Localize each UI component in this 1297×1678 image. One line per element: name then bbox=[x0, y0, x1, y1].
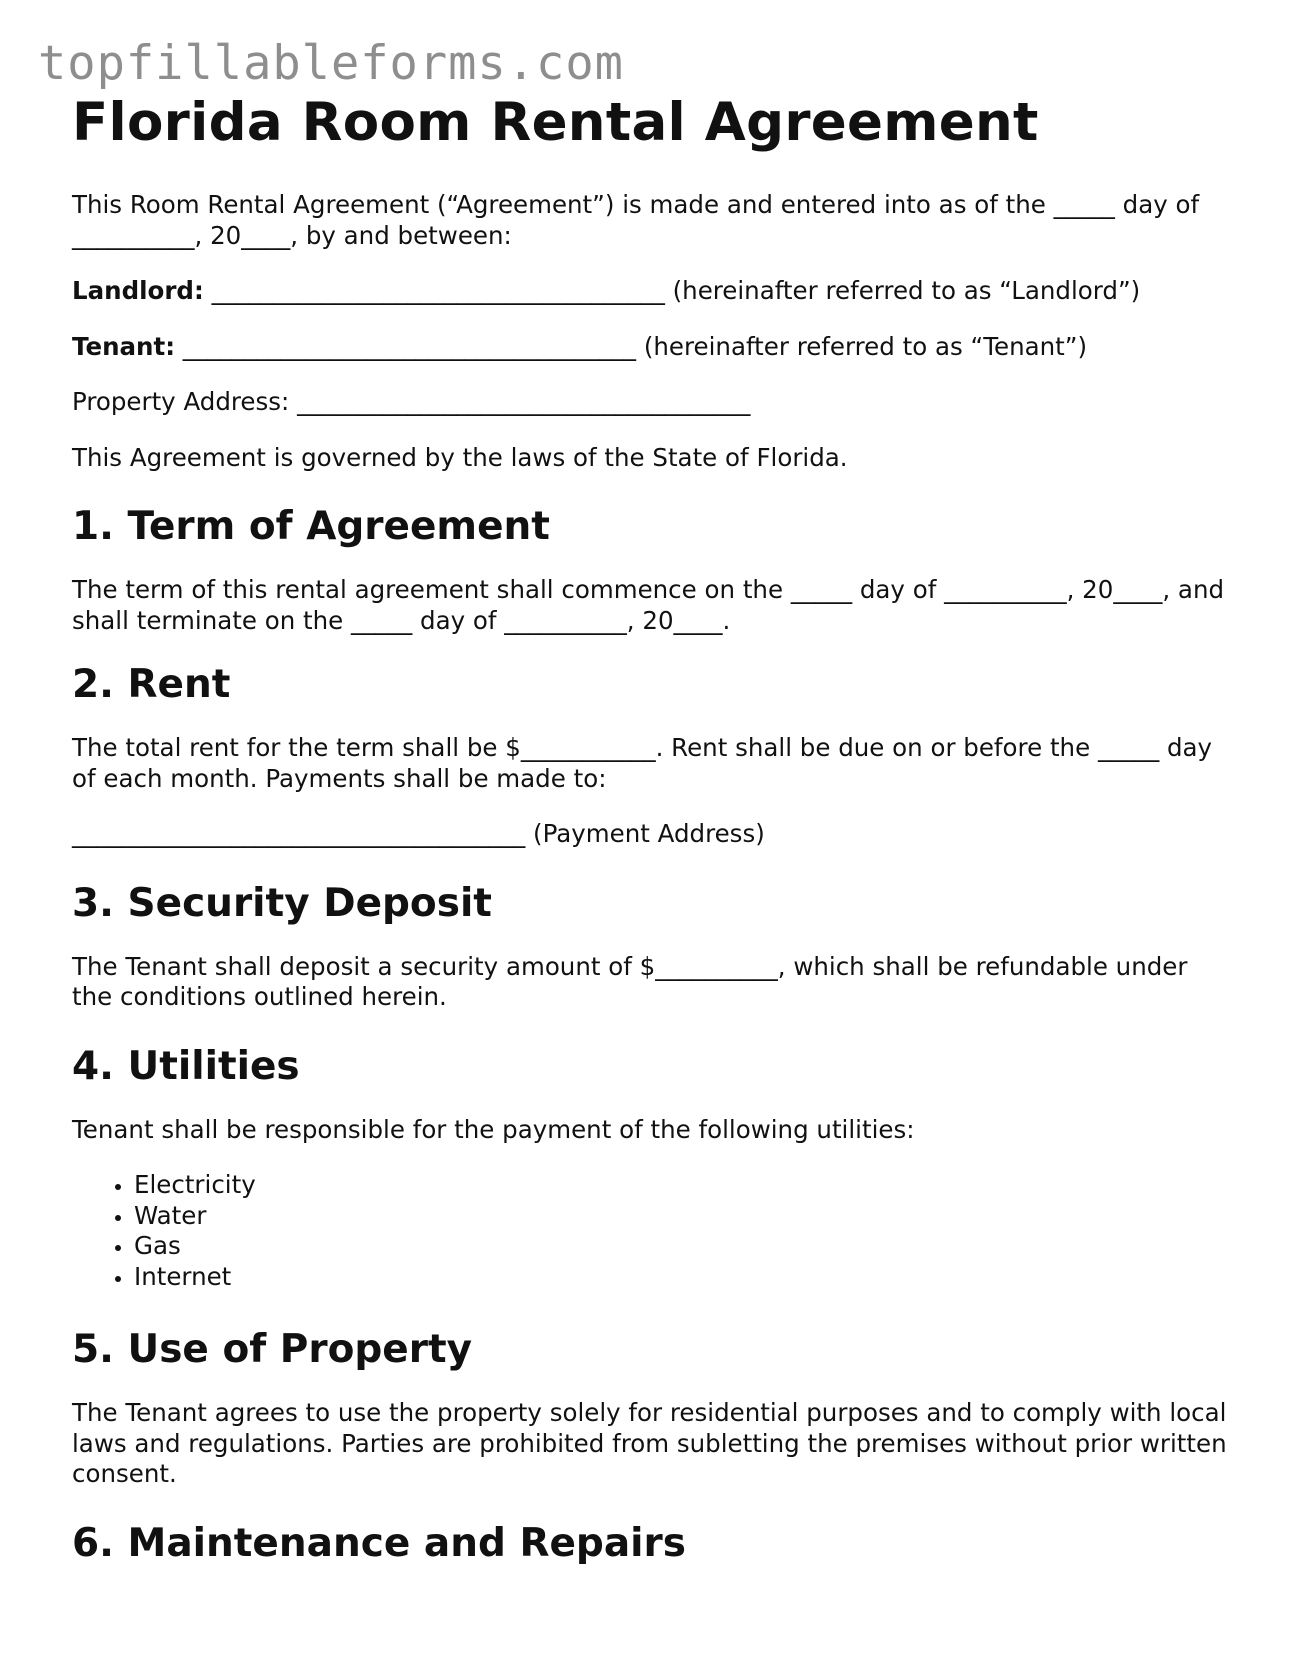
landlord-label: Landlord: bbox=[72, 276, 204, 305]
section-heading-deposit: 3. Security Deposit bbox=[72, 880, 492, 926]
section-text-term: The term of this rental agreement shall commence on the _____ day of __________, 20____, and shall terminate on the _____ day of __________, 20____. bbox=[72, 575, 1225, 635]
watermark: topfillableforms.com bbox=[38, 36, 624, 91]
section-text-deposit: The Tenant shall deposit a security amount of $__________, which shall be refundable under the conditions outlined herein. bbox=[72, 951, 1188, 1011]
tenant-blank: _____________________________________ (hereinafter referred to as “Tenant”) bbox=[175, 331, 1088, 361]
list-item: • Gas bbox=[134, 1231, 1232, 1262]
section-heading-utilities: 4. Utilities bbox=[72, 1043, 300, 1089]
utilities-list bbox=[72, 1170, 1232, 1292]
section-heading-use: 5. Use of Property bbox=[72, 1327, 473, 1372]
section-text-use: The Tenant agrees to use the property solely for residential purposes and to comply with local laws and regulations. Parties are prohibited from subletting the premises without prior written consent. bbox=[72, 1398, 1227, 1488]
payment-address-line: _____________________________________ (Payment Address) bbox=[72, 819, 765, 848]
section-heading-term: 1. Term of Agreement bbox=[72, 504, 550, 549]
list-item: • Water bbox=[134, 1201, 1232, 1232]
governing-law-line: This Agreement is governed by the laws of the State of Florida. bbox=[72, 442, 848, 472]
list-item: • Internet bbox=[134, 1262, 1232, 1293]
landlord-blank: _____________________________________ (hereinafter referred to as “Landlord”) bbox=[203, 276, 1141, 305]
tenant-label: Tenant: bbox=[72, 331, 176, 361]
section-heading-maintenance: 6. Maintenance and Repairs bbox=[72, 1520, 686, 1566]
list-item: • Electricity bbox=[134, 1170, 1232, 1201]
landlord-line bbox=[72, 276, 1232, 307]
document-title: Florida Room Rental Agreement bbox=[72, 92, 1039, 153]
document-page bbox=[72, 90, 1232, 1592]
section-text-utilities: Tenant shall be responsible for the payment of the following utilities: bbox=[72, 1114, 915, 1144]
tenant-line bbox=[72, 332, 1232, 363]
section-text-rent: The total rent for the term shall be $___________. Rent shall be due on or before the _____ day of each month. Payments shall be made to: bbox=[72, 733, 1213, 793]
property-address-line: Property Address: _____________________________________ bbox=[72, 387, 751, 416]
intro-paragraph: This Room Rental Agreement (“Agreement”) is made and entered into as of the _____ day of __________, 20____, by and between: bbox=[72, 190, 1200, 250]
section-heading-rent: 2. Rent bbox=[72, 662, 231, 707]
